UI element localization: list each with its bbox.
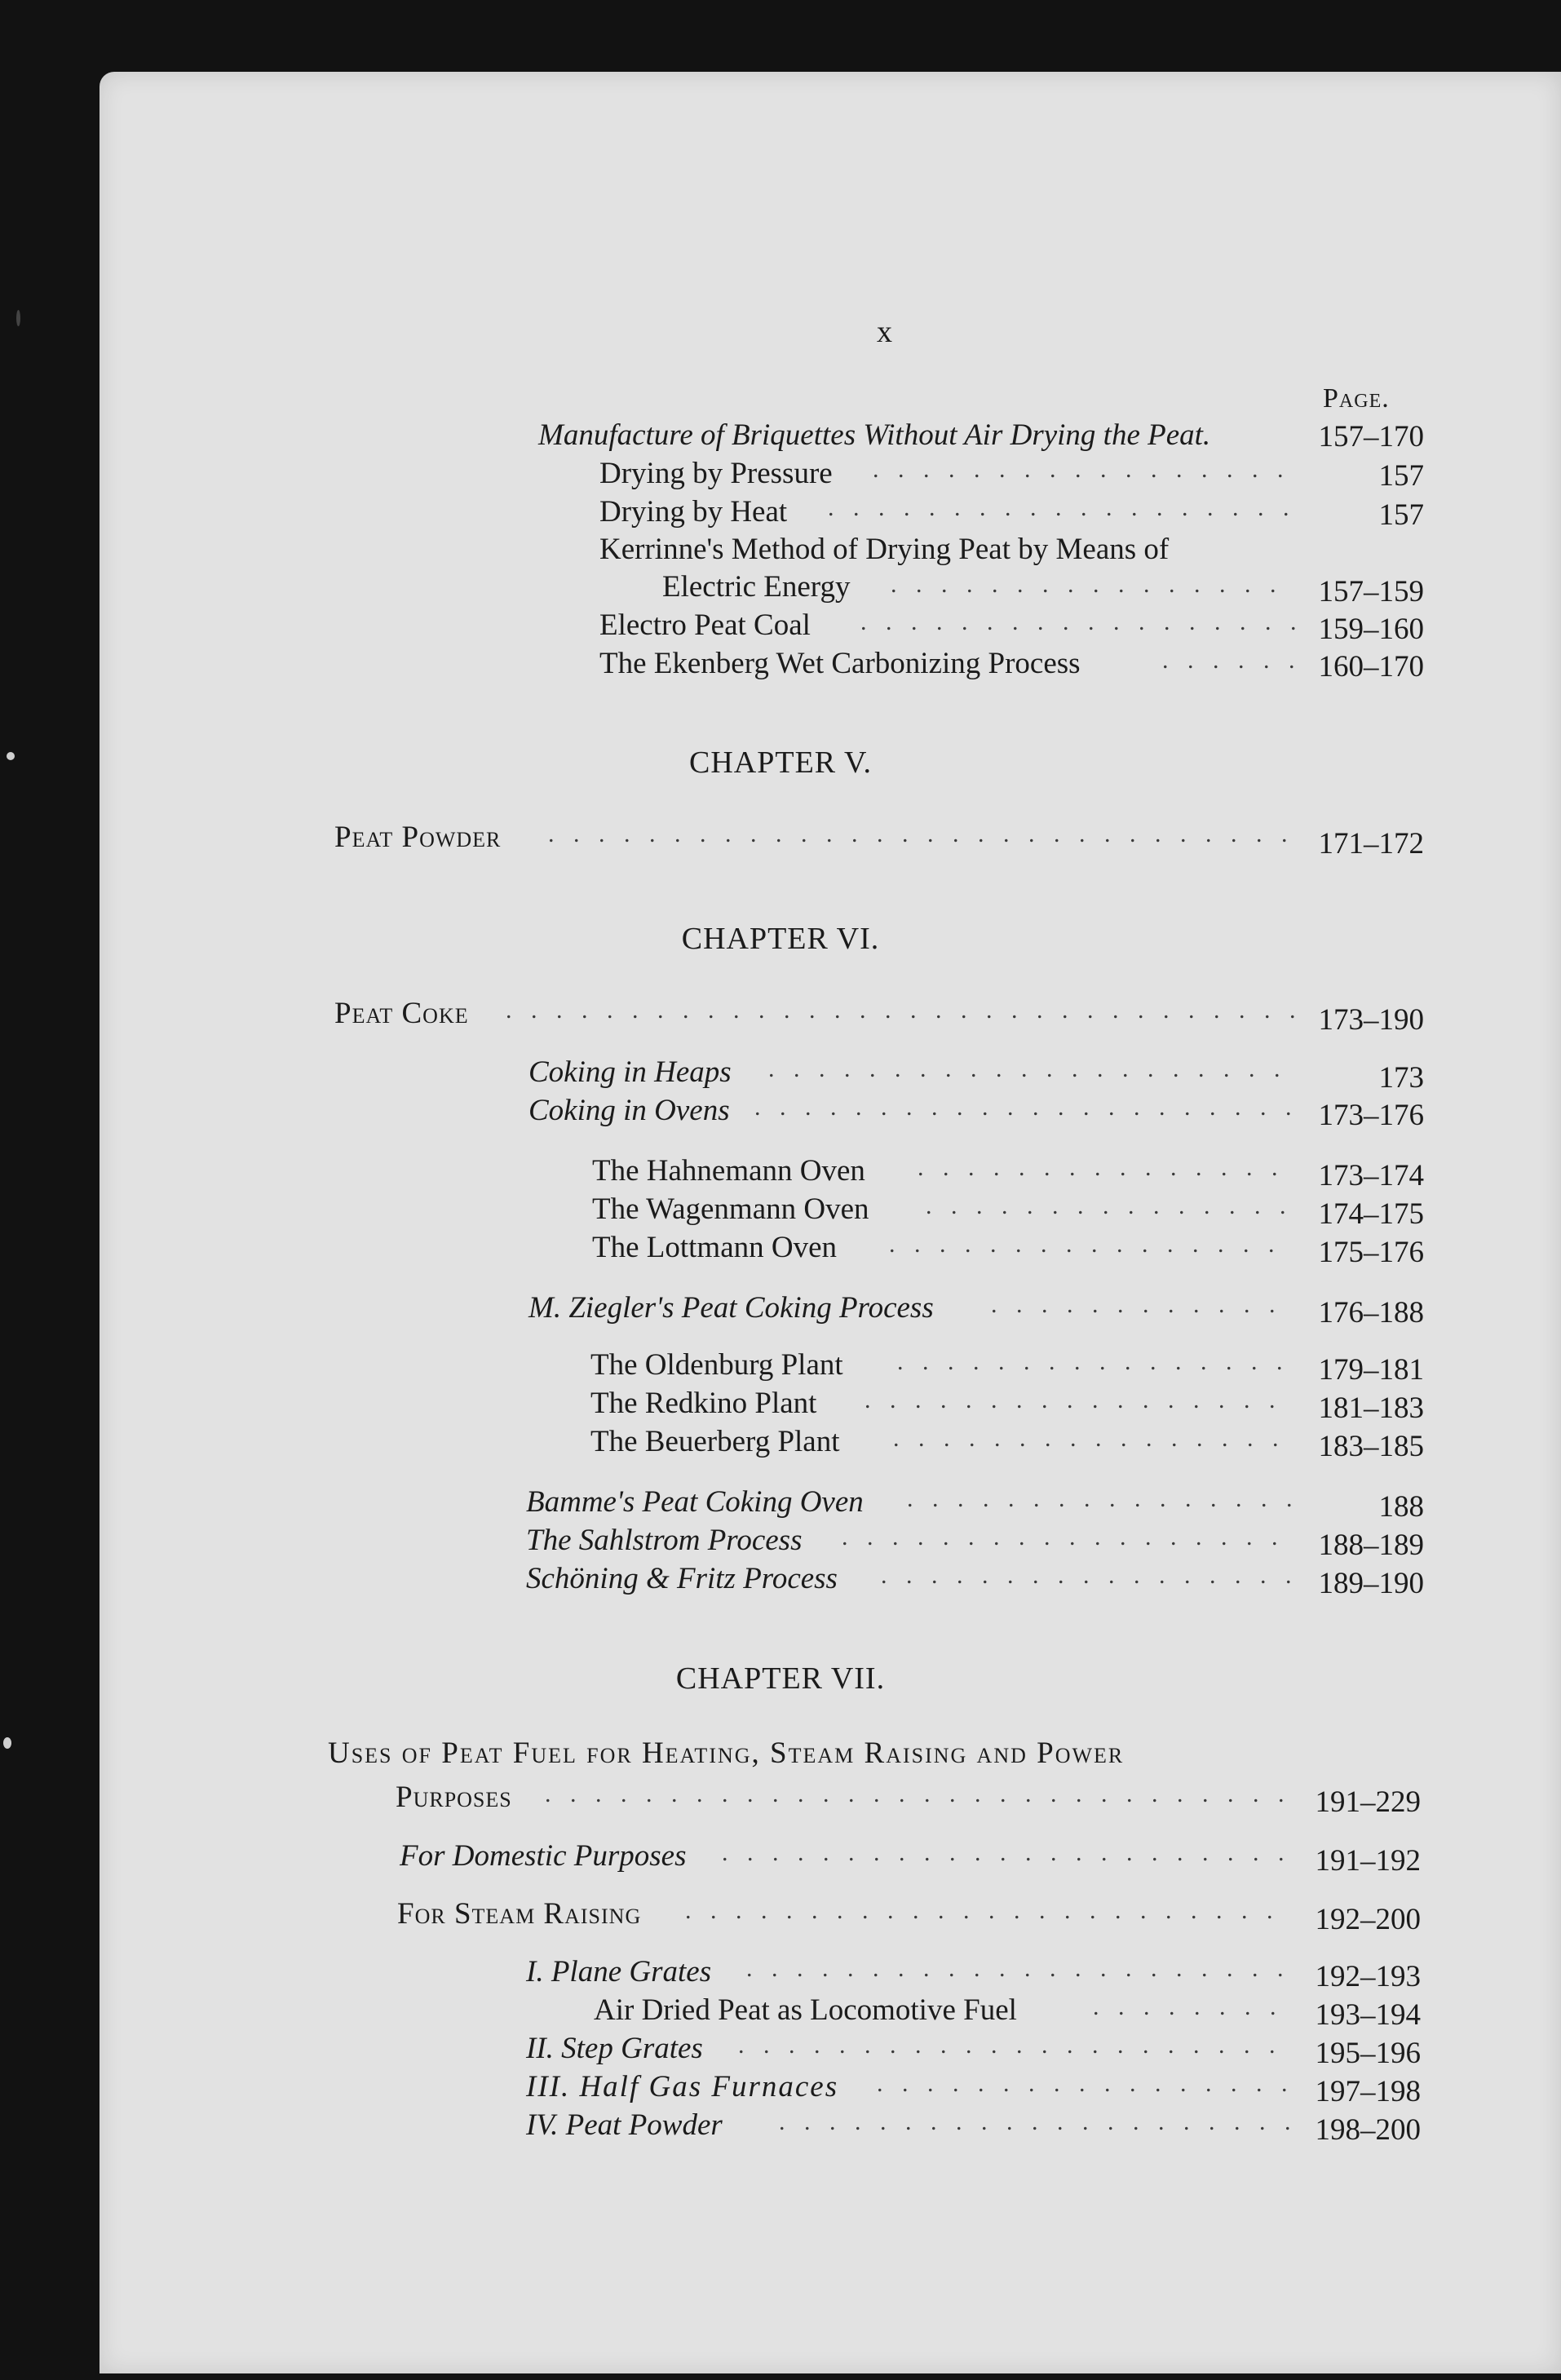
chapter-heading: CHAPTER VI. xyxy=(681,922,880,956)
toc-entry-pages: 157 xyxy=(1378,459,1424,493)
toc-entry-title-cont: Purposes xyxy=(396,1781,512,1814)
dot-leader xyxy=(746,1955,1292,1983)
toc-entry-title: For Domestic Purposes xyxy=(400,1839,687,1873)
toc-entry-pages: 173–176 xyxy=(1318,1099,1424,1132)
chapter-heading: CHAPTER V. xyxy=(689,745,872,780)
toc-entry-pages: 188–189 xyxy=(1318,1528,1424,1562)
toc-entry-pages: 160–170 xyxy=(1318,650,1424,683)
toc-entry-title: The Wagenmann Oven xyxy=(592,1192,869,1226)
toc-entry-title: The Redkino Plant xyxy=(590,1387,817,1420)
toc-entry-title: The Lottmann Oven xyxy=(592,1231,838,1264)
toc-entry-title: Kerrinne's Method of Drying Peat by Means of xyxy=(599,533,1170,566)
toc-entry-title: The Ekenberg Wet Carbonizing Process xyxy=(599,647,1081,680)
dot-leader xyxy=(779,2108,1292,2136)
dot-leader xyxy=(768,1055,1292,1083)
toc-entry-title: The Beuerberg Plant xyxy=(590,1425,840,1458)
toc-entry-pages: 183–185 xyxy=(1318,1430,1424,1463)
dot-leader xyxy=(828,494,1297,522)
toc-entry-pages: 193–194 xyxy=(1315,1998,1421,2032)
toc-entry-pages: 173 xyxy=(1378,1061,1424,1095)
toc-entry-title: The Sahlstrom Process xyxy=(526,1524,803,1557)
dot-leader xyxy=(893,1425,1292,1453)
toc-entry-title: Drying by Heat xyxy=(599,495,788,529)
toc-entry-title: Peat Powder xyxy=(334,821,502,854)
dot-leader xyxy=(545,1781,1292,1808)
toc-entry-title: The Oldenburg Plant xyxy=(590,1348,843,1382)
toc-entry-pages: 173–190 xyxy=(1318,1003,1424,1037)
dot-leader xyxy=(891,571,1297,599)
dot-leader xyxy=(991,1291,1292,1319)
chapter-heading: CHAPTER VII. xyxy=(675,1661,886,1696)
toc-entry-pages: 195–196 xyxy=(1315,2037,1421,2070)
dot-leader xyxy=(842,1524,1292,1551)
toc-entry-pages: 192–200 xyxy=(1315,1903,1421,1936)
dot-leader xyxy=(1093,1993,1292,2021)
dot-leader xyxy=(722,1839,1292,1867)
dot-leader xyxy=(877,2070,1292,2098)
toc-entry-title: Bamme's Peat Coking Oven xyxy=(526,1485,864,1519)
page-column-header: Page. xyxy=(1323,383,1390,414)
dot-leader xyxy=(738,2032,1292,2059)
toc-entry-pages: 171–172 xyxy=(1318,827,1424,860)
toc-entry-pages: 188 xyxy=(1378,1490,1424,1524)
dot-leader xyxy=(506,997,1297,1024)
toc-entry-pages: 175–176 xyxy=(1318,1236,1424,1269)
dot-leader xyxy=(754,1094,1292,1121)
toc-entry-title: III. Half Gas Furnaces xyxy=(526,2070,839,2104)
toc-entry-title-cont: Electric Energy xyxy=(662,570,851,604)
toc-entry-pages: 157–170 xyxy=(1318,420,1424,453)
toc-entry-pages: 191–192 xyxy=(1315,1844,1421,1878)
toc-entry-pages: 157–159 xyxy=(1318,575,1424,608)
dot-leader xyxy=(897,1348,1292,1376)
dot-leader xyxy=(907,1485,1292,1513)
scan-speck xyxy=(16,310,20,326)
toc-entry-title: The Hahnemann Oven xyxy=(592,1154,865,1188)
dot-leader xyxy=(889,1231,1292,1259)
scan-speck xyxy=(3,1737,11,1749)
toc-entry-title: Electro Peat Coal xyxy=(599,608,811,642)
toc-entry-pages: 198–200 xyxy=(1315,2113,1421,2147)
toc-entry-title: IV. Peat Powder xyxy=(526,2108,723,2142)
toc-entry-pages: 192–193 xyxy=(1315,1960,1421,1993)
dot-leader xyxy=(918,1154,1292,1182)
dot-leader xyxy=(685,1897,1292,1925)
dot-leader xyxy=(548,821,1297,848)
toc-entry-pages: 197–198 xyxy=(1315,2075,1421,2108)
toc-entry-title: Coking in Ovens xyxy=(528,1094,730,1127)
toc-entry-title: M. Ziegler's Peat Coking Process xyxy=(528,1291,934,1325)
toc-entry-title: II. Step Grates xyxy=(526,2032,703,2065)
toc-entry-pages: 189–190 xyxy=(1318,1567,1424,1600)
toc-entry-title: Peat Coke xyxy=(334,997,469,1030)
toc-entry-pages: 157 xyxy=(1378,498,1424,532)
toc-entry-title: Schöning & Fritz Process xyxy=(526,1562,838,1595)
toc-entry-pages: 159–160 xyxy=(1318,613,1424,646)
toc-entry-title: Uses of Peat Fuel for Heating, Steam Raising and Power xyxy=(328,1736,1125,1770)
dot-leader xyxy=(873,456,1297,484)
toc-entry-title: I. Plane Grates xyxy=(526,1955,712,1988)
toc-entry-pages: 173–174 xyxy=(1318,1159,1424,1192)
dot-leader xyxy=(926,1192,1292,1220)
toc-entry-title: Drying by Pressure xyxy=(599,457,833,490)
toc-entry-pages: 174–175 xyxy=(1318,1197,1424,1231)
toc-entry-title: For Steam Raising xyxy=(397,1897,642,1931)
dot-leader xyxy=(881,1562,1292,1590)
toc-entry-pages: 176–188 xyxy=(1318,1296,1424,1329)
toc-entry-title: Manufacture of Briquettes Without Air Drying the Peat. xyxy=(538,418,1211,452)
toc-entry-title: Air Dried Peat as Locomotive Fuel xyxy=(594,1993,1017,2027)
toc-entry-title: Coking in Heaps xyxy=(528,1055,732,1089)
page-number: x xyxy=(877,315,892,349)
toc-entry-pages: 191–229 xyxy=(1315,1785,1421,1819)
toc-entry-pages: 181–183 xyxy=(1318,1391,1424,1425)
toc-entry-pages: 179–181 xyxy=(1318,1353,1424,1387)
dot-leader xyxy=(860,608,1297,636)
dot-leader xyxy=(865,1387,1292,1414)
